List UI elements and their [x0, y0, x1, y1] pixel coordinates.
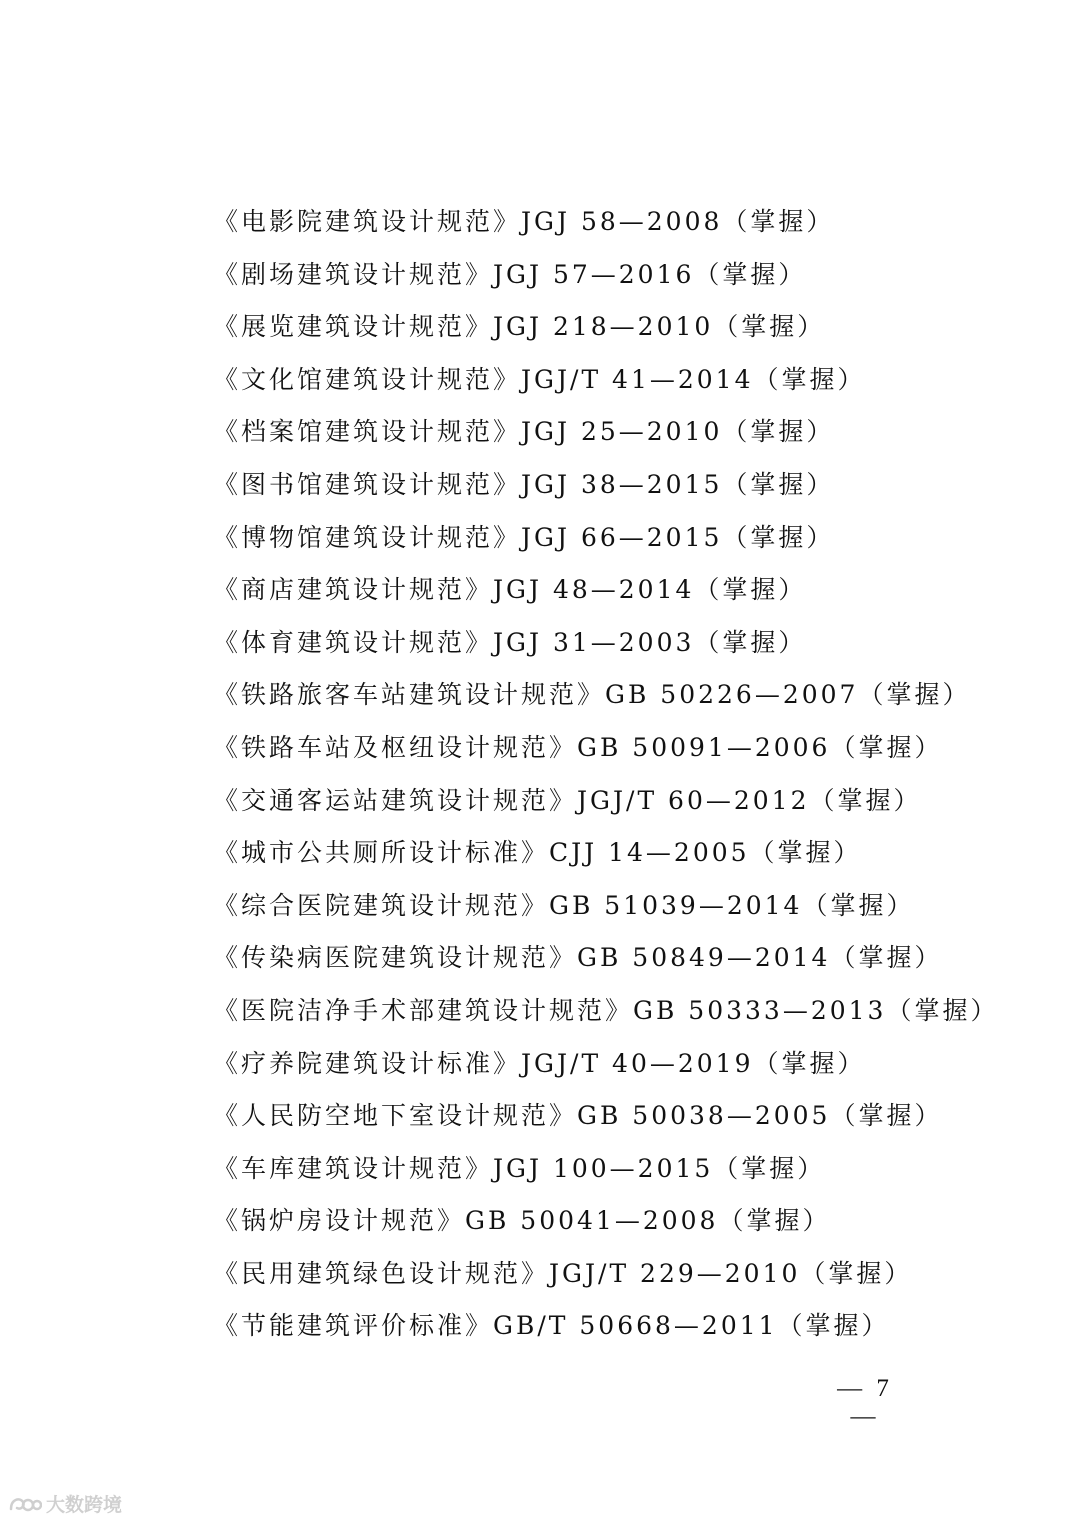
list-item: 《节能建筑评价标准》GB/T 50668—2011（掌握） — [213, 1311, 890, 1341]
list-item: 《疗养院建筑设计标准》JGJ/T 40—2019（掌握） — [213, 1048, 866, 1078]
list-item: 《电影院建筑设计规范》JGJ 58—2008（掌握） — [213, 207, 835, 236]
list-item: 《城市公共厕所设计标准》CJJ 14—2005（掌握） — [213, 838, 862, 868]
list-item: 《文化馆建筑设计规范》JGJ/T 41—2014（掌握） — [213, 364, 866, 394]
list-item: 《交通客运站建筑设计规范》JGJ/T 60—2012（掌握） — [213, 785, 922, 815]
list-item: 《民用建筑绿色设计规范》JGJ/T 229—2010（掌握） — [213, 1258, 913, 1288]
list-item: 《人民防空地下室设计规范》GB 50038—2005（掌握） — [213, 1101, 943, 1131]
list-item: 《体育建筑设计规范》JGJ 31—2003（掌握） — [213, 627, 807, 657]
standards-list — [213, 196, 998, 1353]
watermark — [8, 1490, 122, 1517]
list-item: 《博物馆建筑设计规范》JGJ 66—2015（掌握） — [213, 522, 835, 552]
list-item: 《展览建筑设计规范》JGJ 218—2010（掌握） — [213, 312, 826, 342]
list-item: 《铁路旅客车站建筑设计规范》GB 50226—2007（掌握） — [213, 680, 971, 710]
list-item: 《铁路车站及枢纽设计规范》GB 50091—2006（掌握） — [213, 732, 943, 762]
list-item: 《车库建筑设计规范》JGJ 100—2015（掌握） — [213, 1153, 826, 1183]
list-item: 《商店建筑设计规范》JGJ 48—2014（掌握） — [213, 575, 807, 605]
list-item: 《综合医院建筑设计规范》GB 51039—2014（掌握） — [213, 890, 915, 920]
watermark-text: 大数跨境 — [46, 1494, 123, 1516]
list-item: 《档案馆建筑设计规范》JGJ 25—2010（掌握） — [213, 417, 835, 447]
watermark-logo-icon — [8, 1493, 42, 1515]
list-item: 《锅炉房设计规范》GB 50041—2008（掌握） — [213, 1206, 831, 1236]
page-number: — 7 — — [837, 1375, 893, 1430]
list-item: 《医院洁净手术部建筑设计规范》GB 50333—2013（掌握） — [213, 995, 999, 1025]
list-item: 《图书馆建筑设计规范》JGJ 38—2015（掌握） — [213, 469, 835, 499]
list-item: 《传染病医院建筑设计规范》GB 50849—2014（掌握） — [213, 943, 943, 973]
list-item: 《剧场建筑设计规范》JGJ 57—2016（掌握） — [213, 259, 807, 289]
